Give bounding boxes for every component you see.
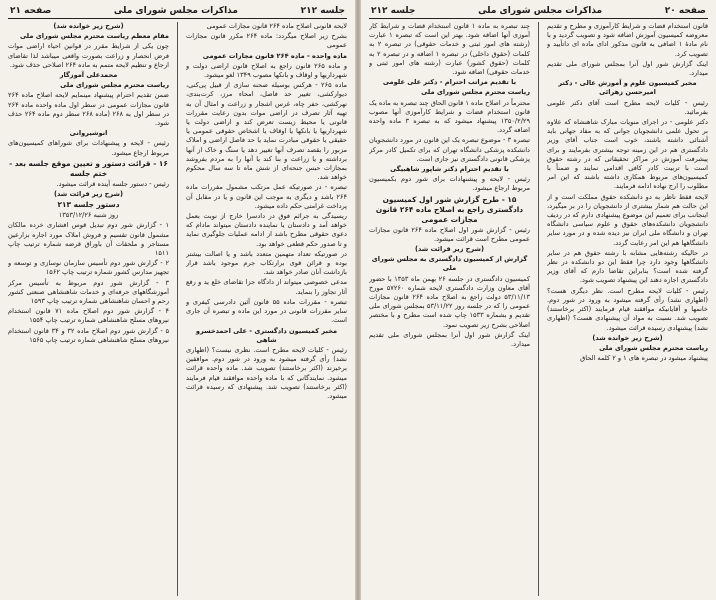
right-col-outer <box>547 22 708 596</box>
left-col-inner <box>186 22 347 596</box>
report-title: گزارش از کمیسیون دادگستری به مجلس شورای ملی <box>371 255 528 273</box>
right-running-head <box>369 4 708 19</box>
paragraph: تبصره - در صورتیکه عمل مرتکب مشمول مقررات ماده ۲۶۴ باشد و دیگری به موجب این قانون و یا در مقابل آن پرداخت غرامتی حکم داده میشود. <box>186 183 347 210</box>
paragraph: کمیسیون دادگستری در جلسه ۲۶ بهمن ماه ۱۳۵۳ با حضور آقای معاون وزارت دادگستری لایحه شماره ۵۷۲۶۰ مورخ ۵۳/۱۱/۱۳ دولت راجع به اصلاح ماده ۲۶۴ قانون مجازات عمومی را که در جلسه روز ۵۳/۱۱/۲۲ بمجلس شورای ملی تقدیم و بشماره ۱۵۳۳ چاپ شده است مطرح و با مختصر اصلاحی بشرح زیر تصویب نمود. <box>369 274 530 329</box>
paragraph: و ماده ۲۶۵ قانون راجع به اصلاح قانون اراضی دولت و شهرداریها و اوقاف و بانکها مصوب ۱۳۴۹ لغو میشود. <box>186 61 347 80</box>
left-running-head <box>8 4 347 19</box>
paragraph: تبصره ۳ - موضوع تبصره یک این قانون در مورد دانشجویان دانشکده پزشکی دانشگاه تهران که برای تکمیل کادر مرکز پزشکی قانونی دادگستری نیز جاری است. <box>369 136 530 163</box>
paragraph: در صورتیکه تعداد متهمین متعدد باشد و یا اصالت بیشتر بوده و قرائن قوی برارتکاب جرم موجود باشد قرار بازداشت آنان صادر خواهد شد. <box>186 249 347 277</box>
left-col-outer <box>8 22 169 596</box>
column-rule <box>177 22 178 596</box>
paragraph: لایحه قانونی اصلاح ماده ۲۶۴ قانون مجازات عمومی <box>206 22 347 30</box>
left-page <box>0 0 355 600</box>
session-label: جلسه ۲۱۲ <box>300 6 345 16</box>
paragraph: رئیس - لایحه و پیشنهادات برای شور دوم بکمیسیون مربوط ارجاع میشود. <box>369 175 530 193</box>
note: (شرح زیر خوانده شد) <box>592 333 663 342</box>
paragraph: اینک گزارش شور اول آنرا بمجلس شورای ملی تقدیم میدارد. <box>369 330 530 349</box>
paragraph: ضمن تقدیم احترام پیشنهاد مینمایم لایحه اصلاح ماده ۲۶۴ قانون مجازات عمومی در سطر اول ماده واحده ماده ۲۶۴ در سطر اول به ۲۶۸ (ماده ۲۶۸ سطر دوم ماده ۲۶۴ حذف شود. <box>8 91 169 128</box>
paragraph: رئیس - گزارش شور اول اصلاح ماده ۲۶۴ قانون مجازات عمومی مطرح است قرائت میشود. <box>369 225 530 243</box>
header-title: مذاکرات مجلس شورای ملی <box>113 6 238 16</box>
paragraph: چون یکی از شرایط مقرر در قوانین احیاء اراضی موات فرض انحصار و زراعت بصورت واقعی میباشد لذا تقاضای ارجاع و تنظیم لایحه متمم به ماده ۲۶۴ اصلاحی حذف شود. <box>8 42 169 69</box>
paragraph: چند تبصره به ماده ۱ قانون استخدام قضات و شرایط کار آموزی آنها اضافه شود. بهتر این است که تبصره ۱ عبارت (رشته های امور ثبتی و خدمات حقوقی) در تبصره ۲ به کلمات (حقوق داخلی) در تبصره ۱ اضافه و در تبصره ۲ به کلمات (حقوق کشور) عبارت (رشته های امور ثبتی و خدمات حقوقی) اضافه شود. <box>369 22 530 77</box>
agenda-heading: دستور جلسه ۲۱۳ <box>57 200 120 210</box>
paragraph: پیشنهاد میشود در تبصره های ۱ و ۲ کلمه الحاق <box>580 354 708 363</box>
paragraph: اینک گزارش شور اول آنرا بمجلس شورای ملی تقدیم میدارد. <box>547 59 708 78</box>
session-label: جلسه ۲۱۲ <box>371 6 416 16</box>
addressee: ریاست محترم مجلس شورای ملی <box>599 343 708 352</box>
agenda-item: ۱ - گزارش شور دوم تبدیل قوس افشاری خرده مالکان مشمول قانون تقسیم و فروش املاک مورد اجاره بزارعین مستاجر و ملحقات آن باوراق قرضه شماره ترتیب چاپ ۱۵۱۱ <box>8 221 169 258</box>
paragraph: بشرح زیر اصلاح میگردد: ماده ۲۶۴ مکرر قانون مجازات عمومی <box>186 32 347 50</box>
paragraph: رئیس - کلیات لایحه مطرح است. نظری نیست؟ (اظهاری نشد) رأی گرفته میشود به ورود در شور دوم. موافقین برخیزند (اکثر برخاستند) تصویب شد. ماده واحده قرائت میشود. نمایندگانی که با ماده واحده موافقند قیام فرمایند (اکثر برخاستند) تصویب شد. پیشنهادی که رسیده قرائت میشود. <box>186 345 347 400</box>
addressee: مقام معظم ریاست محترم مجلس شورای ملی <box>20 32 169 41</box>
signature: انوشیروانی <box>69 129 108 138</box>
right-col-inner <box>369 22 530 596</box>
paragraph: در حالیکه رشته‌هایی مشابه با رشته حقوق هم در سایر دانشگاهها وجود دارد چرا فقط این دو دانشکده در نظر گرفته شده است؟ بنابراین تقاضا دارم که آقای وزیر دادگستری اجازه دهند این پیشنهاد تصویب شود. <box>547 248 708 285</box>
right-columns <box>369 22 708 596</box>
paragraph: ماده ۲۶۵ - هرکس بوسیله صحنه سازی از قبیل پی‌کنی، دیوارکشی، تغییر حد فاصل، امحاء مرز، کرت‌بندی، نهرکشی، حفر چاه، غرس اشجار و زراعت و امثال آن به تهیه آثار تصرف در اراضی موات بدون رعایت مقررات قانونی یا محیط زیست تعرض کند و اراضی دولت یا شهرداریها یا بانکها یا اوقاف یا اشخاص حقوقی عمومی یا حقیقی یا حقوقی مبادرت نماید یا حد فاصل اراضی و املاک مزبور را بقصد تصرف آنها تغییر دهد یا سنگ و خاک از آنها برداشته و یا زراعت و بنا کند یا آنها را به مردم بفروشد بمجازات حبس جنحه‌ای از شش ماه تا سه سال محکوم خواهد شد. <box>186 81 347 182</box>
signature: مخبر کمیسیون علوم و آموزش عالی - دکتر امیرحسن زهرائی <box>558 79 697 97</box>
paragraph: رئیس - لایحه و پیشنهادات برای شوراهای کمیسیون‌های مربوط ارجاع میشود. <box>8 139 169 157</box>
header-title: مذاکرات مجلس شورای ملی <box>478 6 603 16</box>
section-heading: ۱۶ - قرائت دستور و تعیین موقع جلسه بعد - ختم جلسه <box>9 158 168 178</box>
paragraph: ماده واحده - ماده ۲۶۴ قانون مجازات عمومی <box>202 51 347 60</box>
note: (شرح زیر خوانده شد) <box>53 22 124 30</box>
column-rule <box>538 22 539 596</box>
paragraph: محترماً در اصلاح ماده ۱ قانون الحاق چند تبصره به ماده یک قانون استخدام قضات و شرایط کارآموزی آنها مصوب ۱۳۵۰/۲/۲۹ پیشنهاد میشود که به تبصره ۳ ماده واحده اضافه گردد. <box>369 98 530 135</box>
addressee: ریاست محترم مجلس شورای ملی <box>60 81 169 90</box>
paragraph: قانون استخدام قضات و شرایط کارآموزی و مطرح و تقدیم معروضه کمیسیون آموزش اضافه شود و تصویب گردید و با نام مادهٔ ۱ اضافی به قانون مذکور ادای ماده ای داتأیید و تصویب کرد. <box>547 22 708 58</box>
note: (شرح زیر قرائت شد) <box>414 245 485 254</box>
paragraph: لایحه فقط ناظر به دو دانشکده حقوق مملکت است و از این حالت هم شمار بیشتری از دانشجویان را در بر میگیرد، اینجانب برای تعمیم این موضوع پیشنهادی دارم که در ردیف دانشجویان دانشکده‌های حقوق و علوم سیاسی دانشگاه تهران و دانشگاه ملی ایران نیز دیده شده و در مورد سایر دانشگاهها هم این امر رعایت گردد. <box>547 192 708 247</box>
page-number: صفحه ۲۱ <box>10 6 52 16</box>
agenda-item: ۵ - گزارش شور دوم اصلاح ماده ۳۲ و ۳۴ قانون استخدام نیروهای مسلح شاهنشاهی شماره ترتیب چاپ ۱۵۶۵ <box>8 326 169 344</box>
paragraph: تبصره - مقررات ماده ۵۵ قانون آئین دادرسی کیفری و سایر مقررات قانونی در مورد این ماده و تبصره آن جاری است. <box>186 297 347 325</box>
note: (شرح زیر قرائت شد) <box>53 190 124 199</box>
signature: با تقدیم مراتب احترام - دکتر علی علومی <box>382 78 517 87</box>
paragraph: دکتر علومی - در اجرای منویات مبارک شاهنشاه که علاوه بر تحول علمی دانشجویان جوانی که به مفاد جهانی باید آشنائی داشته باشند، خوب است جناب آقای وزیر دادگستری هم در این زمینه توجه بیشتری بفرمایند و برای پیشرفت آموزش در مراکز تحقیقاتی که در رشته حقوق است با تربیت کادر کافی اقدامی نمایند و ضمناً با کمیسیون‌های مربوط همکاری داشته باشند که این امر مطلوب را ارج نهاده ادامه فرمایند. <box>547 118 708 191</box>
left-columns <box>8 22 347 596</box>
paragraph: رئیس - کلیات لایحه مطرح است آقای دکتر علومی بفرمائید. <box>547 98 708 116</box>
paragraph: مدعی خصوصی میتواند از دادگاه جزا تقاضای خلع ید و رفع آثار تجاوز را بنماید. <box>186 278 347 296</box>
signature: مخبر کمیسیون دادگستری - علی احمدخسرو شاهی <box>195 326 338 344</box>
section-heading: ۱۵ - طرح گزارش شور اول کمیسیون دادگستری راجع به اصلاح ماده ۲۶۴ قانون مجازات عمومی <box>375 194 524 224</box>
page-number: صفحه ۲۰ <box>664 6 706 16</box>
agenda-item: ۳ - گزارش شور دوم مربوط به تأسیس مرکز آموزشگاههای حرفه‌ای و خدمات شاهنشاهی صنعتی کشور رحم و احسان شاهنشاهی شماره ترتیب چاپ ۱۵۹۳ <box>8 278 169 306</box>
paragraph: ریسیدگی به جرائم فوق در دادسرا خارج از نوبت بعمل خواهد آمد و دادستان یا نماینده دادستان میتواند مادام که دعوی حقوقی مطرح باشد از ادامه عملیات جلوگیری نماید و تا صدور حکم قطعی خواهد بود. <box>186 212 347 248</box>
agenda-item: ۴ - گزارش شور دوم اصلاح ماده ۷۱ قانون استخدام نیروهای مسلح شاهنشاهی شماره ترتیب چاپ ۱۵۵۴ <box>8 307 169 325</box>
right-page <box>361 0 716 600</box>
paragraph: رئیس - دستور جلسه آینده قرائت میشود. <box>56 179 169 188</box>
paragraph: رئیس - کلیات لایحه مطرح است. نظر دیگری هست؟ (اظهاری نشد) رأی گرفته میشود به ورود در شور دوم. خانمها و آقایانیکه موافقند قیام فرمایند (اکثر برخاستند) تصویب شد. نسبت به مواد آن پیشنهادی هست؟ (اظهاری نشد) پیشنهادی رسیده قرائت میشود. <box>547 286 708 332</box>
signature: محمدعلی آموزگار <box>59 71 118 80</box>
agenda-date: روز شنبه ۱۳۵۳/۱۲/۲۶ <box>58 211 119 220</box>
agenda-item: ۲ - گزارش شور دوم تأسیس سازمان نوسازی و توسعه و تجهیز مدارس کشور شماره ترتیب چاپ ۱۵۶۲ <box>8 259 169 277</box>
signature: با تقدیم احترام دکتر شاپور شاهبیگی <box>390 165 509 174</box>
addressee: ریاست محترم مجلس شورای ملی <box>421 88 530 97</box>
